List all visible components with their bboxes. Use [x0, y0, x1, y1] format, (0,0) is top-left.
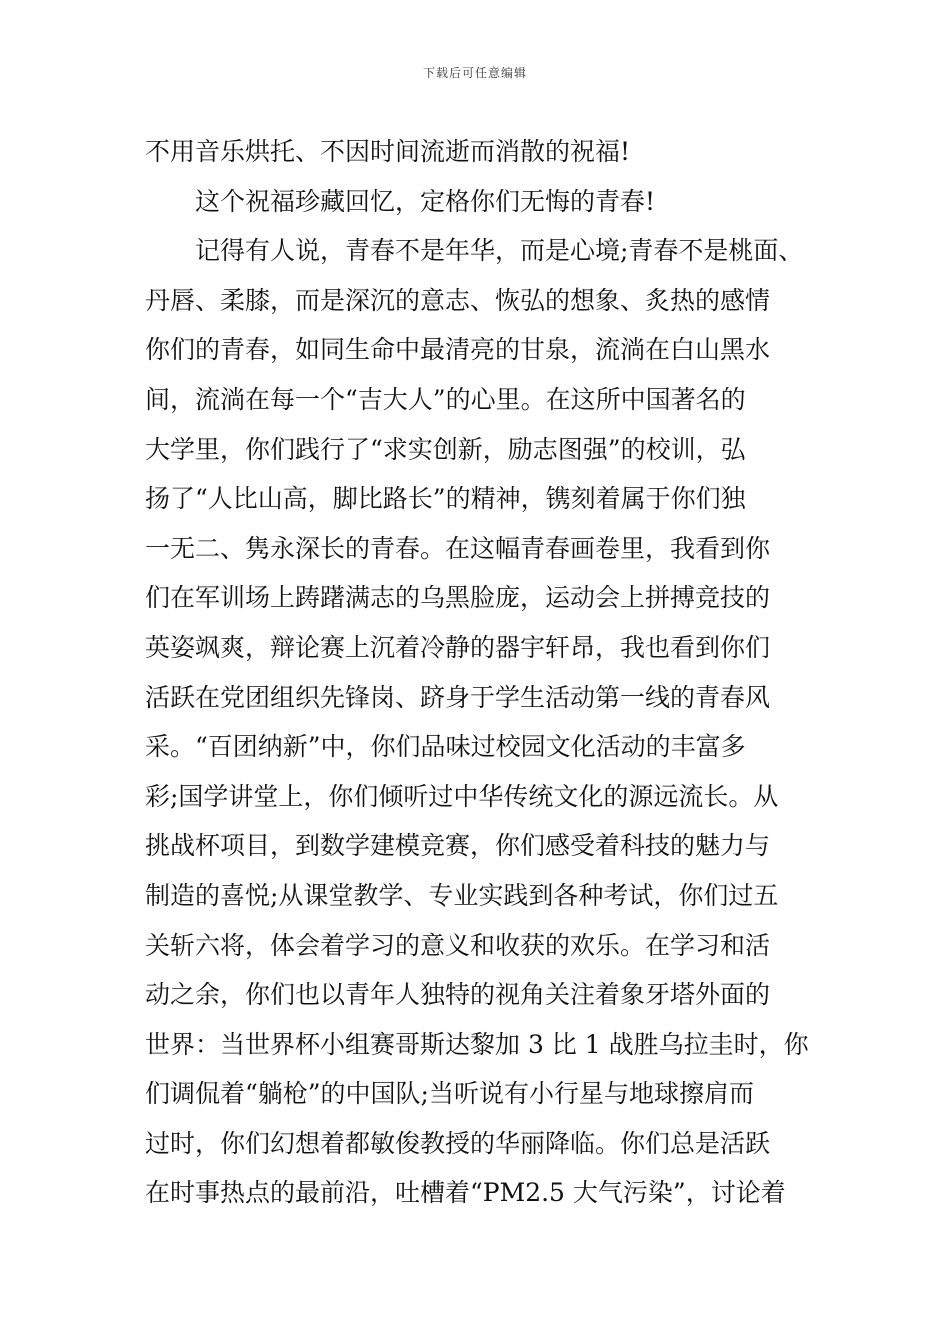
text-line: 英姿飒爽，辩论赛上沉着冷静的器宇轩昂，我也看到你们 — [145, 632, 771, 662]
text-line: 们调侃着“躺枪”的中国队;当听说有小行星与地球擦肩而 — [145, 1079, 754, 1109]
text-line: 你们的青春，如同生命中最清亮的甘泉，流淌在白山黑水 — [145, 335, 771, 365]
text-line: 这个祝福珍藏回忆，定格你们无悔的青春! — [195, 186, 656, 216]
text-line: 挑战杯项目，到数学建模竞赛，你们感受着科技的魅力与 — [145, 831, 771, 861]
text-line: 丹唇、柔膝，而是深沉的意志、恢弘的想象、炙热的感情 — [145, 285, 771, 315]
text-line: 在时事热点的最前沿，吐槽着“PM2.5 大气污染”，讨论着 — [145, 1178, 786, 1208]
text-line: 彩;国学讲堂上，你们倾听过中华传统文化的源远流长。从 — [145, 781, 779, 811]
text-line: 活跃在党团组织先锋岗、跻身于学生活动第一线的青春风 — [145, 682, 771, 712]
text-line: 记得有人说，青春不是年华，而是心境;青春不是桃面、 — [195, 236, 804, 266]
text-line: 世界：当世界杯小组赛哥斯达黎加 3 比 1 战胜乌拉圭时，你 — [145, 1029, 809, 1059]
text-line: 动之余，你们也以青年人独特的视角关注着象牙塔外面的 — [145, 980, 771, 1010]
text-line: 大学里，你们践行了“求实创新，励志图强”的校训，弘 — [145, 434, 746, 464]
text-line: 们在军训场上踌躇满志的乌黑脸庞，运动会上拼搏竞技的 — [145, 583, 771, 613]
text-line: 间，流淌在每一个“吉大人”的心里。在这所中国著名的 — [145, 384, 746, 414]
text-line: 扬了“人比山高，脚比路长”的精神，镌刻着属于你们独 — [145, 484, 746, 514]
page-header: 下载后可任意编辑 — [422, 66, 527, 80]
text-line: 一无二、隽永深长的青春。在这幅青春画卷里，我看到你 — [145, 533, 771, 563]
text-line: 过时，你们幻想着都敏俊教授的华丽降临。你们总是活跃 — [145, 1128, 771, 1158]
body-text — [145, 127, 825, 1218]
text-line: 采。“百团纳新”中，你们品味过校园文化活动的丰富多 — [145, 732, 746, 762]
text-line: 关斩六将，体会着学习的意义和收获的欢乐。在学习和活 — [145, 930, 771, 960]
text-line: 不用音乐烘托、不因时间流逝而消散的祝福! — [145, 137, 631, 166]
text-line: 制造的喜悦;从课堂教学、专业实践到各种考试，你们过五 — [145, 880, 779, 910]
